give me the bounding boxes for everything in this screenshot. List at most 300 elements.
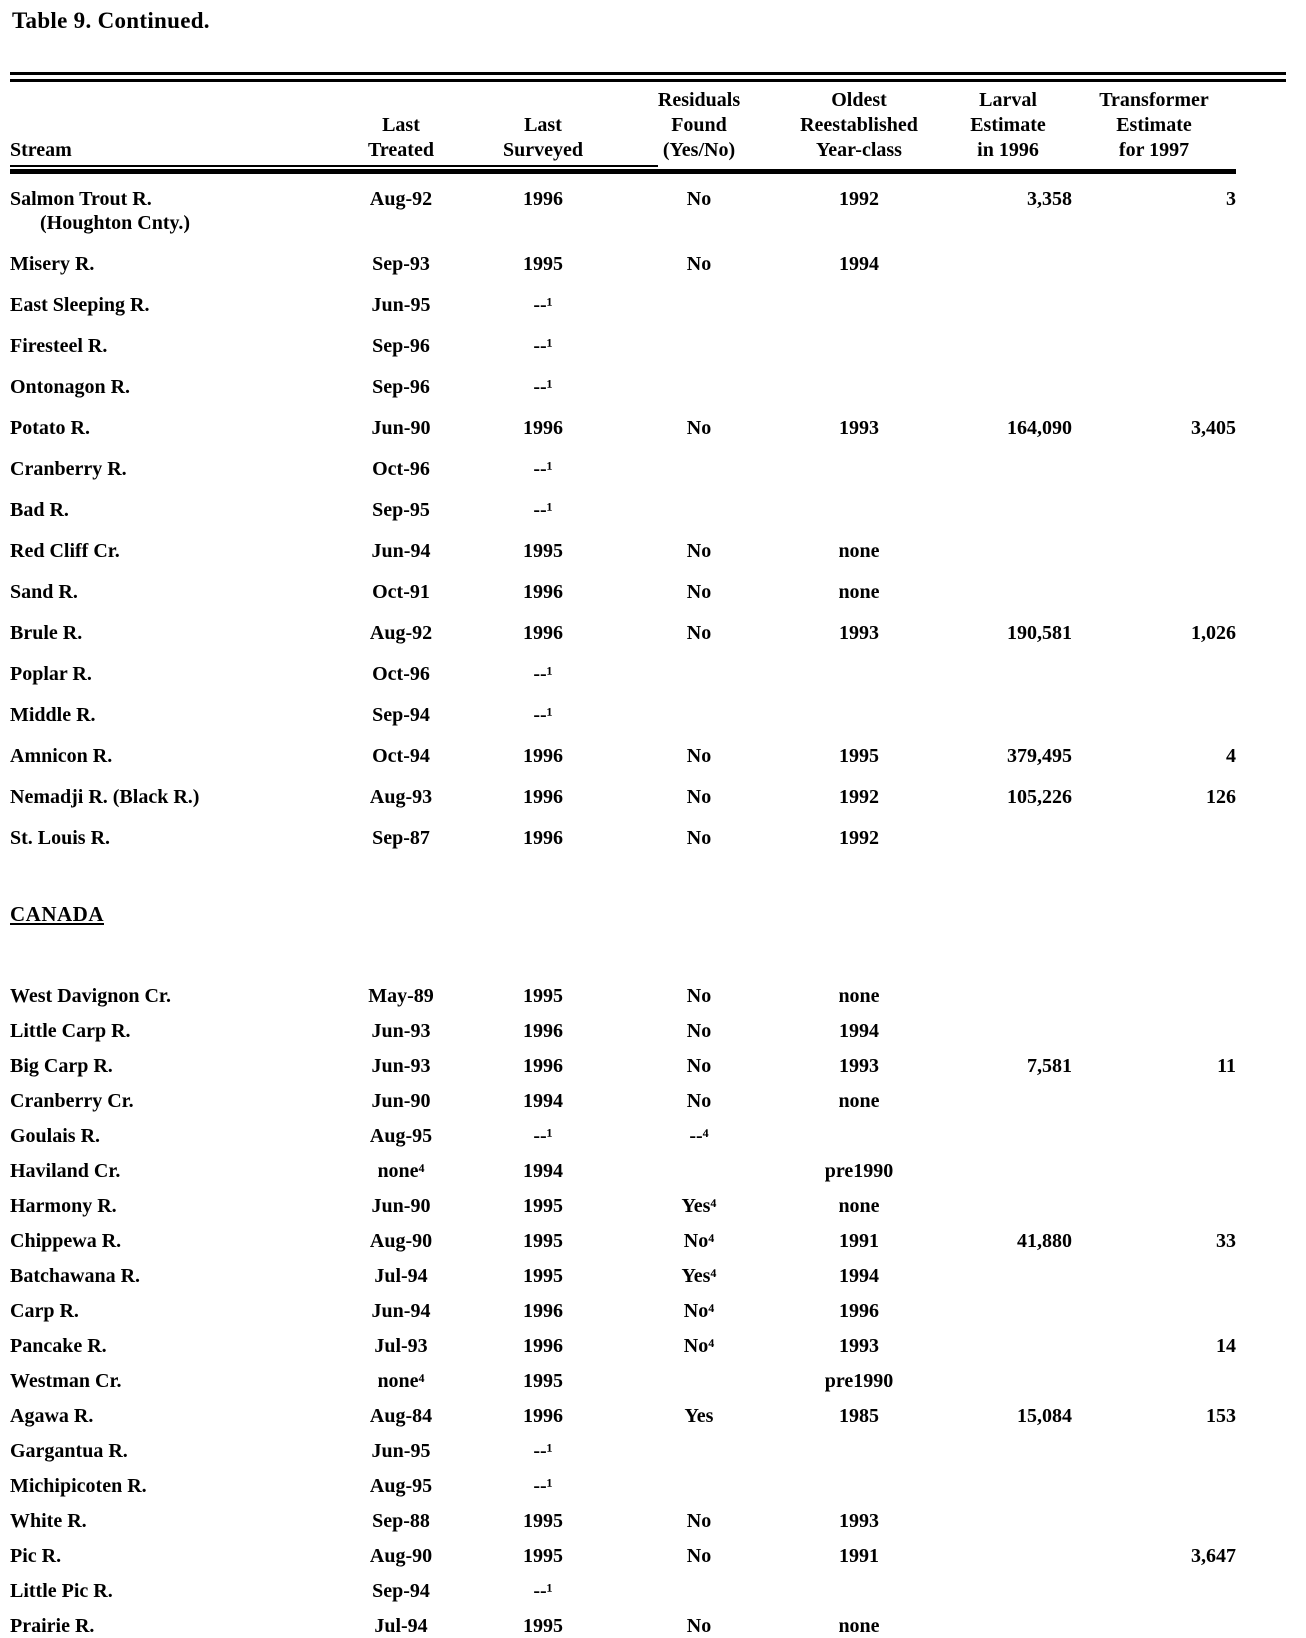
residuals-found-cell: Yes⁴ — [681, 1265, 717, 1287]
last-surveyed-cell: 1995 — [523, 1545, 563, 1567]
last-surveyed-cell: 1996 — [523, 581, 563, 603]
table-row — [10, 1113, 1236, 1148]
table-row — [10, 235, 1236, 276]
residuals-found-cell: No — [686, 1510, 712, 1532]
last-treated-cell: Oct-91 — [372, 581, 430, 603]
last-surveyed-cell: 1996 — [523, 1405, 563, 1427]
stream-cell — [10, 1124, 340, 1148]
transformer-estimate-cell — [1072, 1089, 1236, 1113]
table-row — [10, 727, 1236, 768]
stream-name: Red Cliff Cr. — [10, 540, 120, 562]
stream-cell — [10, 703, 340, 727]
table-row — [10, 1008, 1236, 1043]
transformer-estimate-cell — [1072, 252, 1236, 276]
year-class-cell — [774, 1439, 944, 1463]
last-treated-cell: Aug-95 — [369, 1125, 433, 1147]
stream-cell — [10, 1509, 340, 1533]
transformer-estimate-cell — [1072, 1124, 1236, 1148]
transformer-estimate-cell: 33 — [1216, 1230, 1236, 1252]
year-class-cell — [774, 1124, 944, 1148]
last-treated-cell: Sep-96 — [372, 335, 430, 357]
last-surveyed-cell: 1996 — [523, 745, 563, 767]
column-header-stream — [10, 88, 340, 163]
table-row — [10, 973, 1236, 1008]
larval-estimate-cell: 15,084 — [1017, 1405, 1072, 1427]
stream-cell — [10, 187, 340, 235]
year-class-cell: none — [838, 540, 880, 562]
year-class-cell — [774, 457, 944, 481]
stream-cell — [10, 744, 340, 768]
stream-name: Prairie R. — [10, 1615, 95, 1637]
stream-name: Cranberry R. — [10, 458, 127, 480]
stream-name: Amnicon R. — [10, 745, 113, 767]
transformer-estimate-cell — [1072, 580, 1236, 604]
transformer-estimate-cell — [1072, 984, 1236, 1008]
table-row — [10, 645, 1236, 686]
stream-name: Goulais R. — [10, 1125, 101, 1147]
table-row — [10, 1078, 1236, 1113]
last-treated-cell: Jun-90 — [371, 1195, 431, 1217]
last-surveyed-cell: 1996 — [523, 1300, 563, 1322]
stream-name: Chippewa R. — [10, 1230, 122, 1252]
stream-cell — [10, 375, 340, 399]
year-class-cell — [774, 1579, 944, 1603]
year-class-cell: 1993 — [839, 417, 879, 439]
larval-estimate-cell — [944, 1019, 1072, 1043]
larval-estimate-cell — [944, 1614, 1072, 1638]
table-row — [10, 1183, 1236, 1218]
residuals-found-cell: No — [686, 253, 712, 275]
header-line: Found — [671, 114, 727, 136]
last-surveyed-cell: 1994 — [523, 1090, 563, 1112]
table-row — [10, 1463, 1236, 1498]
table-row — [10, 174, 1236, 235]
last-surveyed-cell: 1995 — [523, 253, 563, 275]
last-surveyed-cell: 1996 — [523, 417, 563, 439]
transformer-estimate-cell — [1072, 334, 1236, 358]
year-class-cell: 1991 — [839, 1545, 879, 1567]
residuals-found-cell: No — [686, 540, 712, 562]
residuals-found-cell — [624, 457, 774, 481]
residuals-found-cell: No — [686, 1615, 712, 1637]
stream-name: Middle R. — [10, 704, 96, 726]
last-treated-cell: Jun-94 — [371, 1300, 431, 1322]
year-class-cell — [774, 498, 944, 522]
stream-name: Bad R. — [10, 499, 69, 521]
stream-name: Poplar R. — [10, 663, 92, 685]
stream-cell — [10, 1544, 340, 1568]
stream-name: Harmony R. — [10, 1195, 117, 1217]
last-surveyed-cell: 1996 — [523, 622, 563, 644]
year-class-cell: pre1990 — [824, 1160, 894, 1182]
residuals-found-cell: No⁴ — [683, 1230, 715, 1252]
table-row — [10, 358, 1236, 399]
last-surveyed-cell: 1996 — [523, 1020, 563, 1042]
last-surveyed-cell: 1996 — [523, 1055, 563, 1077]
table-section-us — [10, 174, 1286, 850]
table-row — [10, 1323, 1236, 1358]
last-treated-cell: May-89 — [368, 985, 434, 1007]
transformer-estimate-cell — [1072, 1509, 1236, 1533]
year-class-cell: 1992 — [839, 786, 879, 808]
stream-cell — [10, 416, 340, 440]
year-class-cell: none — [838, 581, 880, 603]
header-line: Residuals — [657, 89, 741, 111]
transformer-estimate-cell: 14 — [1216, 1335, 1236, 1357]
stream-cell — [10, 1264, 340, 1288]
residuals-found-cell — [624, 1159, 774, 1183]
stream-cell — [10, 785, 340, 809]
year-class-cell: none — [838, 1090, 880, 1112]
larval-estimate-cell — [944, 580, 1072, 604]
residuals-found-cell: No⁴ — [683, 1300, 715, 1322]
year-class-cell: none — [838, 1615, 880, 1637]
column-header-last-surveyed — [462, 88, 624, 163]
stream-cell — [10, 457, 340, 481]
stream-cell — [10, 826, 340, 850]
residuals-found-cell — [624, 662, 774, 686]
stream-name-line2: (Houghton Cnty.) — [40, 212, 191, 234]
larval-estimate-cell — [944, 1299, 1072, 1323]
last-surveyed-cell: 1996 — [523, 1335, 563, 1357]
table-row — [10, 1218, 1236, 1253]
header-line: Reestablished — [800, 114, 918, 136]
residuals-found-cell: No — [686, 745, 712, 767]
last-treated-cell: Jul-94 — [374, 1615, 428, 1637]
table-row — [10, 809, 1236, 850]
larval-estimate-cell — [944, 1579, 1072, 1603]
year-class-cell: 1993 — [839, 622, 879, 644]
table-row — [10, 481, 1236, 522]
year-class-cell: 1993 — [839, 1510, 879, 1532]
last-treated-cell: Jun-94 — [371, 540, 431, 562]
residuals-found-cell: Yes — [684, 1405, 714, 1427]
stream-name: Sand R. — [10, 581, 78, 603]
stream-cell — [10, 1334, 340, 1358]
last-treated-cell: Aug-90 — [369, 1545, 433, 1567]
year-class-cell: pre1990 — [824, 1370, 894, 1392]
table-header-row — [10, 88, 1236, 174]
transformer-estimate-cell: 153 — [1206, 1405, 1236, 1427]
table-row — [10, 686, 1236, 727]
year-class-cell: 1995 — [839, 745, 879, 767]
stream-cell — [10, 1054, 340, 1078]
transformer-estimate-cell — [1072, 375, 1236, 399]
larval-estimate-cell — [944, 375, 1072, 399]
larval-estimate-cell — [944, 984, 1072, 1008]
residuals-found-cell: No — [686, 188, 712, 210]
stream-name: Brule R. — [10, 622, 83, 644]
stream-cell — [10, 498, 340, 522]
transformer-estimate-cell: 11 — [1217, 1055, 1236, 1077]
stream-cell — [10, 252, 340, 276]
stream-cell — [10, 539, 340, 563]
larval-estimate-cell — [944, 457, 1072, 481]
header-line: Year-class — [816, 139, 902, 161]
last-surveyed-cell: 1995 — [523, 540, 563, 562]
larval-estimate-cell — [944, 293, 1072, 317]
last-surveyed-cell: --¹ — [533, 335, 553, 357]
year-class-cell: 1985 — [839, 1405, 879, 1427]
stream-name: Big Carp R. — [10, 1055, 113, 1077]
top-rule-thick — [10, 79, 1286, 82]
last-treated-cell: Jun-90 — [371, 1090, 431, 1112]
last-surveyed-cell: 1996 — [523, 827, 563, 849]
last-surveyed-cell: --¹ — [533, 704, 553, 726]
last-treated-cell: Jul-93 — [374, 1335, 428, 1357]
stream-name: Haviland Cr. — [10, 1160, 121, 1182]
year-class-cell: 1992 — [839, 827, 879, 849]
year-class-cell — [774, 1474, 944, 1498]
table-row — [10, 768, 1236, 809]
transformer-estimate-cell — [1072, 457, 1236, 481]
stream-cell — [10, 1369, 340, 1393]
transformer-estimate-cell — [1072, 1019, 1236, 1043]
table-row — [10, 1393, 1236, 1428]
stream-name: Cranberry Cr. — [10, 1090, 134, 1112]
larval-estimate-cell: 164,090 — [1007, 417, 1072, 439]
larval-estimate-cell: 190,581 — [1007, 622, 1072, 644]
larval-estimate-cell — [944, 1544, 1072, 1568]
year-class-cell — [774, 703, 944, 727]
stream-name: Michipicoten R. — [10, 1475, 147, 1497]
stream-name: Westman Cr. — [10, 1370, 122, 1392]
stream-cell — [10, 1614, 340, 1638]
last-treated-cell: Aug-93 — [369, 786, 433, 808]
stream-name: Misery R. — [10, 253, 95, 275]
transformer-estimate-cell — [1072, 539, 1236, 563]
header-line: Estimate — [970, 114, 1046, 136]
table-title: Table 9. Continued. — [12, 8, 210, 33]
last-treated-cell: Sep-87 — [372, 827, 430, 849]
last-treated-cell: Jun-93 — [371, 1055, 431, 1077]
year-class-cell: 1994 — [839, 1265, 879, 1287]
last-treated-cell: Sep-96 — [372, 376, 430, 398]
stream-name: Potato R. — [10, 417, 90, 439]
residuals-found-cell — [624, 375, 774, 399]
last-surveyed-cell: 1995 — [523, 1510, 563, 1532]
last-treated-cell: none⁴ — [377, 1160, 425, 1182]
table-row — [10, 440, 1236, 481]
last-surveyed-cell: --¹ — [533, 1580, 553, 1602]
table-row — [10, 1043, 1236, 1078]
year-class-cell — [774, 334, 944, 358]
larval-estimate-cell — [944, 1194, 1072, 1218]
year-class-cell: 1993 — [839, 1055, 879, 1077]
last-surveyed-cell: 1996 — [523, 188, 563, 210]
last-treated-cell: Aug-95 — [369, 1475, 433, 1497]
larval-estimate-cell — [944, 1334, 1072, 1358]
last-surveyed-cell: 1995 — [523, 1615, 563, 1637]
last-treated-cell: Sep-95 — [372, 499, 430, 521]
stream-cell — [10, 580, 340, 604]
transformer-estimate-cell: 3,647 — [1191, 1545, 1236, 1567]
residuals-found-cell — [624, 334, 774, 358]
stream-name: Pancake R. — [10, 1335, 107, 1357]
column-header-larval-estimate — [944, 88, 1072, 163]
header-partial-underline — [10, 165, 658, 167]
larval-estimate-cell — [944, 1124, 1072, 1148]
residuals-found-cell: --⁴ — [689, 1125, 709, 1147]
stream-name: Agawa R. — [10, 1405, 94, 1427]
table-row — [10, 399, 1236, 440]
year-class-cell: none — [838, 1195, 880, 1217]
transformer-estimate-cell — [1072, 1579, 1236, 1603]
transformer-estimate-cell — [1072, 1299, 1236, 1323]
year-class-cell: none — [838, 985, 880, 1007]
table-body — [10, 174, 1286, 1638]
table-row — [10, 1498, 1236, 1533]
last-surveyed-cell: --¹ — [533, 1475, 553, 1497]
residuals-found-cell: No — [686, 1020, 712, 1042]
stream-name: Gargantua R. — [10, 1440, 128, 1462]
larval-estimate-cell — [944, 334, 1072, 358]
last-treated-cell: Jun-95 — [371, 1440, 431, 1462]
transformer-estimate-cell — [1072, 826, 1236, 850]
transformer-estimate-cell — [1072, 662, 1236, 686]
larval-estimate-cell — [944, 539, 1072, 563]
column-header-transformer-estimate — [1072, 88, 1236, 163]
last-treated-cell: Jun-95 — [371, 294, 431, 316]
year-class-cell: 1996 — [839, 1300, 879, 1322]
stream-name: West Davignon Cr. — [10, 985, 171, 1007]
header-line: Treated — [368, 139, 434, 161]
stream-cell — [10, 1439, 340, 1463]
stream-name: Batchawana R. — [10, 1265, 141, 1287]
transformer-estimate-cell: 4 — [1226, 745, 1236, 767]
stream-name: Nemadji R. (Black R.) — [10, 786, 200, 808]
stream-name: Firesteel R. — [10, 335, 108, 357]
transformer-estimate-cell: 3 — [1226, 188, 1236, 210]
table-row — [10, 1288, 1236, 1323]
larval-estimate-cell — [944, 1369, 1072, 1393]
stream-name: Salmon Trout R. — [10, 188, 152, 210]
larval-estimate-cell: 41,880 — [1017, 1230, 1072, 1252]
larval-estimate-cell — [944, 662, 1072, 686]
last-treated-cell: Jun-90 — [371, 417, 431, 439]
last-treated-cell: Sep-88 — [372, 1510, 430, 1532]
residuals-found-cell — [624, 293, 774, 317]
table-row — [10, 1148, 1236, 1183]
transformer-estimate-cell — [1072, 1369, 1236, 1393]
last-surveyed-cell: --¹ — [533, 1125, 553, 1147]
larval-estimate-cell — [944, 1159, 1072, 1183]
stream-cell — [10, 984, 340, 1008]
stream-name: East Sleeping R. — [10, 294, 150, 316]
year-class-cell: 1994 — [839, 1020, 879, 1042]
stream-cell — [10, 1579, 340, 1603]
stream-cell — [10, 1089, 340, 1113]
table-row — [10, 276, 1236, 317]
residuals-found-cell: No — [686, 1090, 712, 1112]
stream-name: Carp R. — [10, 1300, 79, 1322]
last-surveyed-cell: 1995 — [523, 1370, 563, 1392]
larval-estimate-cell — [944, 252, 1072, 276]
section-heading-canada: CANADA — [10, 902, 104, 926]
last-surveyed-cell: 1995 — [523, 1195, 563, 1217]
stream-cell — [10, 662, 340, 686]
transformer-estimate-cell — [1072, 1614, 1236, 1638]
year-class-cell: 1991 — [839, 1230, 879, 1252]
last-treated-cell: Jul-94 — [374, 1265, 428, 1287]
last-treated-cell: Aug-90 — [369, 1230, 433, 1252]
stream-cell — [10, 1404, 340, 1428]
last-surveyed-cell: --¹ — [533, 499, 553, 521]
stream-cell — [10, 621, 340, 645]
stream-name: Ontonagon R. — [10, 376, 131, 398]
last-treated-cell: Aug-92 — [369, 188, 433, 210]
residuals-found-cell: Yes⁴ — [681, 1195, 717, 1217]
header-line: (Yes/No) — [662, 139, 736, 161]
larval-estimate-cell — [944, 826, 1072, 850]
transformer-estimate-cell: 3,405 — [1191, 417, 1236, 439]
year-class-cell: 1994 — [839, 253, 879, 275]
header-line: in 1996 — [977, 139, 1039, 161]
year-class-cell — [774, 375, 944, 399]
transformer-estimate-cell — [1072, 293, 1236, 317]
column-header-residuals-found — [624, 88, 774, 163]
last-treated-cell: Oct-96 — [372, 663, 430, 685]
column-header-last-treated — [340, 88, 462, 163]
larval-estimate-cell — [944, 1264, 1072, 1288]
top-rule — [10, 72, 1286, 82]
residuals-found-cell: No — [686, 1055, 712, 1077]
table-section-canada — [10, 902, 1286, 1638]
header-line: Transformer — [1099, 89, 1209, 111]
transformer-estimate-cell: 1,026 — [1191, 622, 1236, 644]
larval-estimate-cell: 379,495 — [1007, 745, 1072, 767]
larval-estimate-cell: 3,358 — [1027, 188, 1072, 210]
residuals-found-cell: No — [686, 581, 712, 603]
larval-estimate-cell — [944, 1089, 1072, 1113]
transformer-estimate-cell — [1072, 703, 1236, 727]
header-line: Estimate — [1116, 114, 1192, 136]
last-surveyed-cell: --¹ — [533, 294, 553, 316]
stream-cell — [10, 1159, 340, 1183]
transformer-estimate-cell — [1072, 1439, 1236, 1463]
header-line: Surveyed — [503, 139, 583, 161]
header-line: Stream — [10, 139, 72, 161]
residuals-found-cell: No — [686, 417, 712, 439]
residuals-found-cell: No⁴ — [683, 1335, 715, 1357]
last-surveyed-cell: 1995 — [523, 1230, 563, 1252]
table-row — [10, 563, 1236, 604]
residuals-found-cell: No — [686, 1545, 712, 1567]
stream-cell — [10, 293, 340, 317]
last-surveyed-cell: --¹ — [533, 376, 553, 398]
transformer-estimate-cell — [1072, 1159, 1236, 1183]
stream-cell — [10, 1474, 340, 1498]
year-class-cell: 1993 — [839, 1335, 879, 1357]
residuals-found-cell — [624, 1369, 774, 1393]
transformer-estimate-cell — [1072, 1264, 1236, 1288]
table-row — [10, 1253, 1236, 1288]
header-line: for 1997 — [1118, 139, 1190, 161]
last-treated-cell: Oct-96 — [372, 458, 430, 480]
residuals-found-cell — [624, 703, 774, 727]
header-line: Larval — [979, 89, 1037, 111]
stream-cell — [10, 1229, 340, 1253]
last-treated-cell: Jun-93 — [371, 1020, 431, 1042]
year-class-cell — [774, 662, 944, 686]
larval-estimate-cell — [944, 1474, 1072, 1498]
stream-name: St. Louis R. — [10, 827, 111, 849]
residuals-found-cell — [624, 1439, 774, 1463]
residuals-found-cell: No — [686, 786, 712, 808]
transformer-estimate-cell: 126 — [1206, 786, 1236, 808]
last-treated-cell: Sep-93 — [372, 253, 430, 275]
larval-estimate-cell: 7,581 — [1027, 1055, 1072, 1077]
